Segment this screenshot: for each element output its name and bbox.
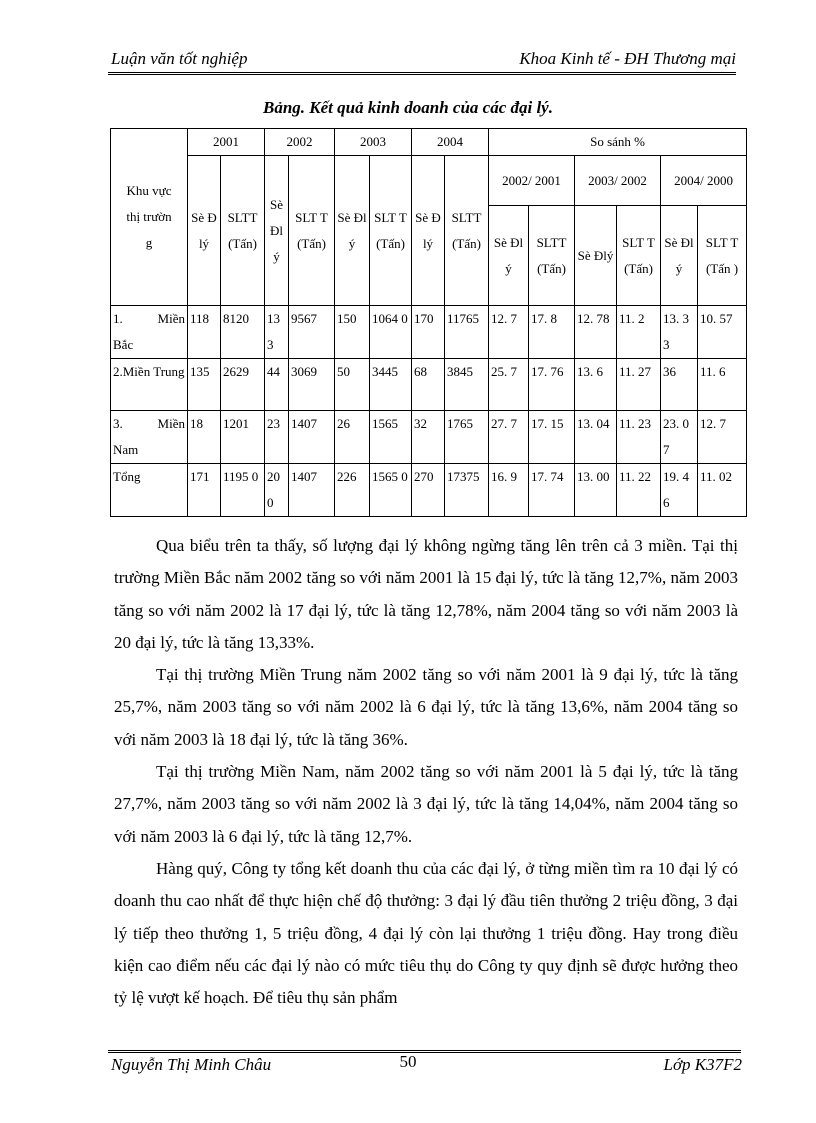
cmp2-sltt-header: SLT T (Tấn)	[617, 206, 661, 306]
cell: 118	[188, 306, 221, 359]
cell: 17. 76	[529, 359, 575, 411]
cell: 17375	[445, 464, 489, 517]
cell: 8120	[221, 306, 265, 359]
cell: 32	[412, 411, 445, 464]
cell: 13 3	[265, 306, 289, 359]
cell: 1565 0	[370, 464, 412, 517]
cell: 2629	[221, 359, 265, 411]
cell: 27. 7	[489, 411, 529, 464]
cell: 11. 2	[617, 306, 661, 359]
cell: 1407	[289, 411, 335, 464]
cell: 17. 74	[529, 464, 575, 517]
cell: 19. 46	[661, 464, 698, 517]
count-2001-header: Sè Đlý	[188, 156, 221, 306]
footer-author: Nguyễn Thị Minh Châu	[111, 1055, 272, 1074]
cell: 1565	[370, 411, 412, 464]
cell: 170	[412, 306, 445, 359]
sltt-2002-header: SLT T (Tấn)	[289, 156, 335, 306]
cell: 135	[188, 359, 221, 411]
body-text	[114, 530, 738, 1014]
page-number: 50	[399, 1052, 417, 1071]
year-2004-header: 2004	[412, 129, 489, 156]
cell: 16. 9	[489, 464, 529, 517]
header-divider	[108, 72, 736, 75]
region-cell: 2.Miền Trung	[111, 359, 188, 411]
paragraph: Tại thị trường Miền Nam, năm 2002 tăng so với năm 2001 là 5 đại lý, tức là tăng 27,7%, năm 2003 tăng so với năm 2002 là 3 đại lý, tức là tăng 14,04%, năm 2004 tăng so với năm 2003 là 6 đại lý, tức là tăng 12,7%.	[114, 762, 738, 846]
paragraph: Tại thị trường Miền Trung năm 2002 tăng so với năm 2001 là 9 đại lý, tức là tăng 25,7%, năm 2003 tăng so với năm 2002 là 6 đại lý, tức là tăng 13,6%, năm 2004 tăng so với năm 2003 là 18 đại lý, tức là tăng 36%.	[114, 665, 738, 749]
table-row	[111, 464, 747, 517]
period-2002-2001: 2002/ 2001	[489, 156, 575, 206]
paragraph: Hàng quý, Công ty tổng kết doanh thu của các đại lý, ở từng miền tìm ra 10 đại lý có doanh thu cao nhất để thực hiện chế độ thưởng: 3 đại lý đầu tiên thưởng 2 triệu đồng, 3 đại lý tiếp theo thưởng 1, 5 triệu đồng, 4 đại lý còn lại thưởng 1 triệu đồng. Hay trong điều kiện cao điểm nếu các đại lý nào có mức tiêu thụ do Công ty quy định sẽ được hưởng theo tỷ lệ vượt kế hoạch. Để tiêu thụ sản phẩm	[114, 858, 738, 1008]
compare-header: So sánh %	[489, 129, 747, 156]
cmp3-count-header: Sè Đlý	[661, 206, 698, 306]
paragraph: Qua biểu trên ta thấy, số lượng đại lý không ngừng tăng lên trên cả 3 miền. Tại thị trường Miền Bắc năm 2002 tăng so với năm 2001 là 15 đại lý, tức là tăng 12,7%, năm 2003 tăng so với năm 2002 là 17 đại lý, tức là tăng 12,78%, năm 2004 tăng so với năm 2003 là 20 đại lý, tức là tăng 13,33%.	[114, 536, 738, 652]
cell: 1195 0	[221, 464, 265, 517]
cell: 9567	[289, 306, 335, 359]
cell: 150	[335, 306, 370, 359]
count-2004-header: Sè Đlý	[412, 156, 445, 306]
cell: 3845	[445, 359, 489, 411]
cell: 36	[661, 359, 698, 411]
cell: 12. 78	[575, 306, 617, 359]
cell: 10. 57	[698, 306, 747, 359]
page-header-right: Khoa Kinh tế - ĐH Thương mại	[519, 49, 736, 68]
cell: 13. 33	[661, 306, 698, 359]
region-header: Khu vực thị trường	[111, 129, 188, 306]
cell: 1407	[289, 464, 335, 517]
cell: 68	[412, 359, 445, 411]
period-2003-2002: 2003/ 2002	[575, 156, 661, 206]
table-row	[111, 359, 747, 411]
cell: 50	[335, 359, 370, 411]
period-2004-2000: 2004/ 2000	[661, 156, 747, 206]
table-row	[111, 306, 747, 359]
cell: 11. 22	[617, 464, 661, 517]
cell: 13. 04	[575, 411, 617, 464]
cell: 1765	[445, 411, 489, 464]
sltt-2004-header: SLTT (Tấn)	[445, 156, 489, 306]
cell: 3445	[370, 359, 412, 411]
cell: 23	[265, 411, 289, 464]
cell: 1201	[221, 411, 265, 464]
cell: 25. 7	[489, 359, 529, 411]
cell: 3069	[289, 359, 335, 411]
cmp2-count-header: Sè Đlý	[575, 206, 617, 306]
cell: 17. 8	[529, 306, 575, 359]
cell: 226	[335, 464, 370, 517]
cell: 11765	[445, 306, 489, 359]
cell: 12. 7	[698, 411, 747, 464]
cmp3-sltt-header: SLT T (Tấn )	[698, 206, 747, 306]
table-title: Bảng. Kết quả kinh doanh của các đại lý.	[263, 98, 553, 117]
region-cell: Tổng	[111, 464, 188, 517]
region-cell: 1. Miền Bắc	[111, 306, 188, 359]
count-2002-header: Sè Đl ý	[265, 156, 289, 306]
cell: 18	[188, 411, 221, 464]
table-row	[111, 411, 747, 464]
cell: 13. 6	[575, 359, 617, 411]
cell: 270	[412, 464, 445, 517]
cell: 44	[265, 359, 289, 411]
cell: 12. 7	[489, 306, 529, 359]
business-results-table	[110, 128, 747, 517]
count-2003-header: Sè Đlý	[335, 156, 370, 306]
region-cell: 3. Miền Nam	[111, 411, 188, 464]
page-header-left: Luận văn tốt nghiệp	[111, 49, 248, 68]
cell: 171	[188, 464, 221, 517]
year-2001-header: 2001	[188, 129, 265, 156]
cell: 1064 0	[370, 306, 412, 359]
year-2003-header: 2003	[335, 129, 412, 156]
cell: 26	[335, 411, 370, 464]
sltt-2003-header: SLT T (Tấn)	[370, 156, 412, 306]
cell: 11. 02	[698, 464, 747, 517]
cell: 11. 27	[617, 359, 661, 411]
cell: 11. 23	[617, 411, 661, 464]
footer-class: Lớp K37F2	[663, 1055, 742, 1074]
cell: 20 0	[265, 464, 289, 517]
cell: 17. 15	[529, 411, 575, 464]
year-2002-header: 2002	[265, 129, 335, 156]
cell: 13. 00	[575, 464, 617, 517]
sltt-2001-header: SLTT (Tấn)	[221, 156, 265, 306]
cmp1-count-header: Sè Đlý	[489, 206, 529, 306]
cell: 23. 07	[661, 411, 698, 464]
cell: 11. 6	[698, 359, 747, 411]
cmp1-sltt-header: SLTT (Tấn)	[529, 206, 575, 306]
